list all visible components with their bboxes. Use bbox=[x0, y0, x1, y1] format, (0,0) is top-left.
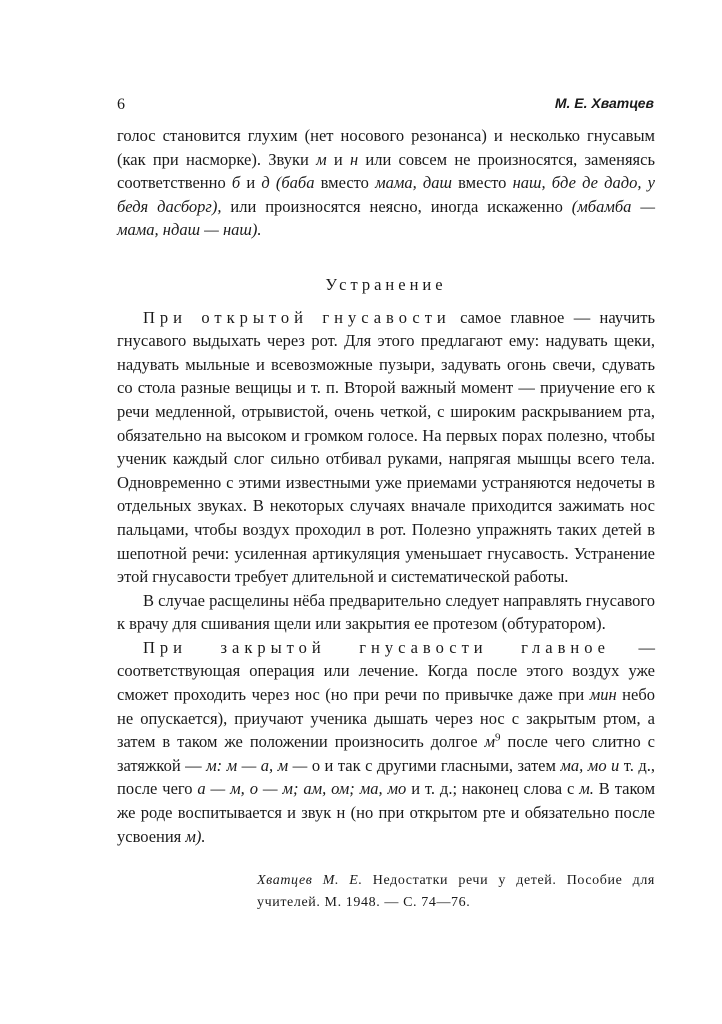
page-body bbox=[117, 124, 655, 914]
paragraph-open-nasality: При открытой гнусавости самое главное — научить гнусавого выдыхать через рот. Для этого предлагают ему: надувать щеки, надувать мыльные и всевозможные пузыри, задувать огонь свечи, сдувать со стола разные вещицы и т. п. Второй важный момент — приучение его к речи медленной, отрывистой, очень четкой, с широким раскрыванием рта, обязательно на высоком и громком голосе. На первых порах полезно, чтобы ученик каждый слог сильно отбивал руками, напрягая мышцы всего тела. Одновременно с этими известными уже приемами устраняются недочеты в отдельных звуках. В некоторых случаях вначале приходится зажимать нос пальцами, чтобы воздух проходил в рот. Полезно упражнять таких детей в шепотной речи: усиленная артикуляция уменьшает гнусавость. Устранение этой гнусавости требует длительной и систематической работы. bbox=[117, 307, 655, 587]
section-title: Устранение bbox=[325, 274, 447, 294]
source-citation: Хватцев М. Е. Недостатки речи у детей. Пособие для учителей. М. 1948. — С. 74—76. bbox=[257, 873, 655, 911]
paragraph-closed-nasality: При закрытой гнусавости главное — соответствующая операция или лечение. Когда после этого воздух уже сможет проходить через нос (но при речи по привычке даже при мин небо не опускается), приучают ученика дышать через нос с закрытым ртом, а затем в таком же положении произносить долгое $м^9$ после чего слитно с затяжкой — м: м — а, м — о и так с другими гласными, затем ма, мо и т. д., после чего а — м, о — м; ам, ом; ма, мо и т. д.; наконец слова с м. В таком же роде воспитывается и звук н (но при открытом рте и обязательно после усвоения м). bbox=[117, 637, 656, 846]
page-number: 6 bbox=[117, 96, 125, 113]
spaced-lead-closed: При закрытой гнусавости главное bbox=[143, 637, 611, 657]
footnote-marker: 9 bbox=[495, 731, 501, 744]
paragraph-nasality-description: голос становится глухим (нет носового резонанса) и несколько гнусавым (как при насморке). Звуки м и н или совсем не произносятся, заменяясь соответственно б и д (баба вместо мама, даш вместо наш, бде де дадо, у бедя дасборг), или произносятся неясно, иногда искаженно (мбамба — мама, ндаш — наш). bbox=[117, 126, 655, 240]
paragraph-cleft-palate: В случае расщелины нёба предварительно следует направлять гнусавого к врачу для сшивания щели или закрытия ее протезом (обтуратором). bbox=[117, 590, 655, 634]
spaced-lead-open: При открытой гнусавости bbox=[143, 307, 451, 327]
running-head-author: М. Е. Хватцев bbox=[554, 95, 654, 111]
citation-author: Хватцев М. Е. bbox=[257, 873, 363, 889]
